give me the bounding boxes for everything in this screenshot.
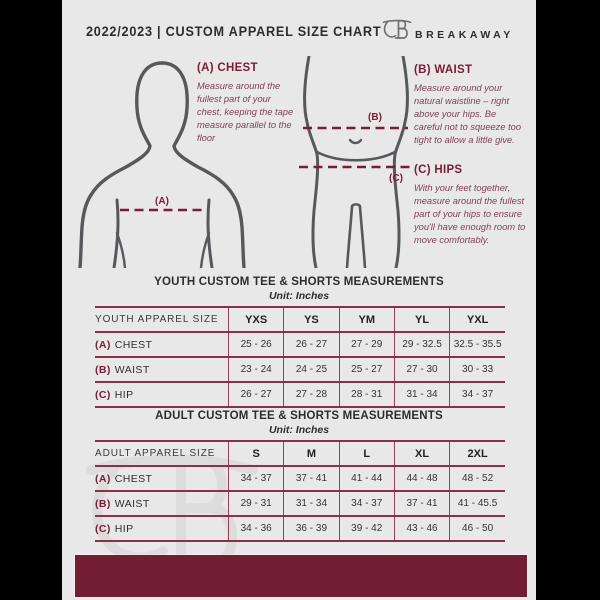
youth-waist-ym: 25 - 27	[339, 357, 394, 382]
youth-size-ym: YM	[339, 307, 394, 332]
adult-waist-l: 34 - 37	[339, 491, 394, 516]
adult-hip-s: 34 - 36	[229, 516, 284, 541]
adult-hip-row	[95, 516, 505, 541]
footer-bar	[75, 555, 527, 597]
youth-size-column-header: YOUTH APPAREL SIZE	[95, 307, 229, 332]
adult-table-title: ADULT CUSTOM TEE & SHORTS MEASUREMENTS	[155, 410, 443, 422]
page-title: 2022/2023 | CUSTOM APPAREL SIZE CHART	[86, 24, 382, 39]
row-label: WAIST	[114, 497, 150, 510]
youth-hip-ym: 28 - 31	[339, 382, 394, 407]
row-label: HIP	[114, 522, 134, 535]
youth-size-ys: YS	[284, 307, 339, 332]
adult-hip-xl: 43 - 46	[394, 516, 449, 541]
row-label: HIP	[114, 388, 134, 401]
hips-instruction-heading: (C) HIPS	[414, 164, 463, 176]
youth-table-title: YOUTH CUSTOM TEE & SHORTS MEASUREMENTS	[154, 276, 444, 288]
adult-chest-2xl: 48 - 52	[450, 466, 505, 491]
row-prefix: (C)	[95, 388, 111, 401]
adult-chest-m: 37 - 41	[284, 466, 339, 491]
row-prefix: (A)	[95, 472, 111, 485]
youth-table-unit: Unit: Inches	[268, 290, 330, 302]
adult-hip-row-label	[95, 516, 229, 541]
adult-size-m: M	[284, 441, 339, 466]
chest-instruction-text: Measure around the fullest part of your chest, keeping the tape measure parallel to the floor	[197, 81, 294, 144]
row-prefix: (C)	[95, 522, 111, 535]
adult-hip-2xl: 46 - 50	[450, 516, 505, 541]
adult-size-2xl: 2XL	[450, 441, 505, 466]
brand-name: BREAKAWAY	[415, 29, 514, 41]
adult-waist-row	[95, 491, 505, 516]
youth-header-row	[95, 307, 505, 332]
adult-size-s: S	[229, 441, 284, 466]
youth-hip-yxl: 34 - 37	[450, 382, 505, 407]
youth-waist-yxl: 30 - 33	[450, 357, 505, 382]
youth-hip-ys: 27 - 28	[284, 382, 339, 407]
chest-marker-label: (A)	[155, 196, 169, 207]
adult-waist-m: 31 - 34	[284, 491, 339, 516]
youth-chest-yl: 29 - 32.5	[394, 332, 449, 357]
adult-chest-s: 34 - 37	[229, 466, 284, 491]
adult-chest-row-label	[95, 466, 229, 491]
waist-instruction	[414, 64, 526, 147]
row-label: CHEST	[114, 472, 153, 485]
row-prefix: (B)	[95, 497, 111, 510]
row-prefix: (B)	[95, 363, 111, 376]
lower-body-figure	[295, 56, 417, 268]
youth-chest-ym: 27 - 29	[339, 332, 394, 357]
waist-instruction-heading: (B) WAIST	[414, 64, 473, 76]
adult-size-table	[95, 440, 505, 542]
youth-chest-yxs: 25 - 26	[229, 332, 284, 357]
youth-waist-yxs: 23 - 24	[229, 357, 284, 382]
adult-chest-l: 41 - 44	[339, 466, 394, 491]
youth-chest-row-label	[95, 332, 229, 357]
youth-hip-yl: 31 - 34	[394, 382, 449, 407]
row-prefix: (A)	[95, 338, 111, 351]
row-label: WAIST	[114, 363, 150, 376]
youth-waist-row	[95, 357, 505, 382]
breakaway-logo-icon	[382, 16, 412, 42]
adult-waist-2xl: 41 - 45.5	[450, 491, 505, 516]
adult-hip-l: 39 - 42	[339, 516, 394, 541]
youth-size-yl: YL	[394, 307, 449, 332]
adult-size-l: L	[339, 441, 394, 466]
chart-canvas	[62, 0, 536, 600]
hips-instruction-text: With your feet together, measure around the fullest part of your hips to ensure you'll have enough room to move comfortably.	[414, 183, 526, 246]
adult-header-row	[95, 441, 505, 466]
hips-instruction	[414, 164, 526, 247]
adult-size-column-header: ADULT APPAREL SIZE	[95, 441, 229, 466]
waist-instruction-text: Measure around your natural waistline – right above your hips. Be careful not to squeeze too tight to allow a little give.	[414, 83, 521, 146]
youth-waist-row-label	[95, 357, 229, 382]
chest-instruction	[197, 62, 297, 145]
row-label: CHEST	[114, 338, 153, 351]
waist-marker-label: (B)	[368, 112, 382, 123]
adult-waist-xl: 37 - 41	[394, 491, 449, 516]
adult-waist-s: 29 - 31	[229, 491, 284, 516]
youth-size-yxs: YXS	[229, 307, 284, 332]
adult-table-unit: Unit: Inches	[268, 424, 330, 436]
youth-hip-yxs: 26 - 27	[229, 382, 284, 407]
youth-size-table	[95, 306, 505, 408]
hips-marker-label: (C)	[389, 173, 403, 184]
youth-chest-row	[95, 332, 505, 357]
adult-chest-row	[95, 466, 505, 491]
youth-chest-ys: 26 - 27	[284, 332, 339, 357]
youth-hip-row-label	[95, 382, 229, 407]
youth-chest-yxl: 32.5 - 35.5	[450, 332, 505, 357]
youth-waist-yl: 27 - 30	[394, 357, 449, 382]
youth-waist-ys: 24 - 25	[284, 357, 339, 382]
youth-size-yxl: YXL	[450, 307, 505, 332]
youth-hip-row	[95, 382, 505, 407]
adult-size-xl: XL	[394, 441, 449, 466]
adult-hip-m: 36 - 39	[284, 516, 339, 541]
chest-instruction-heading: (A) CHEST	[197, 62, 258, 74]
adult-chest-xl: 44 - 48	[394, 466, 449, 491]
adult-waist-row-label	[95, 491, 229, 516]
